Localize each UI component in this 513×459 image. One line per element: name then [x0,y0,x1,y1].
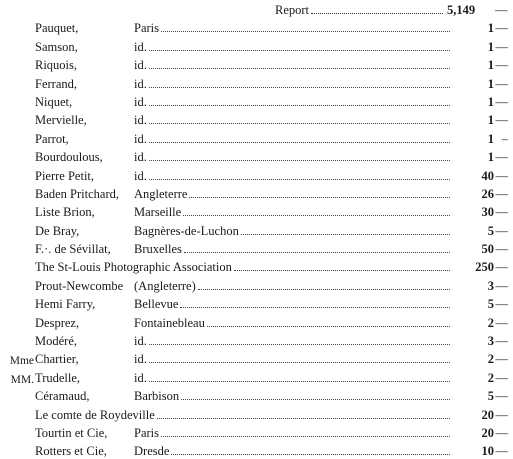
list-row [0,147,513,165]
leader-dots [149,86,450,88]
row-name: Pauquet, [35,21,79,36]
list-row [0,73,513,91]
row-amount: 2 [487,370,494,385]
row-dash: — [495,334,508,349]
list-row [0,423,513,441]
row-city: Barbison [134,389,180,404]
row-name: F.·. de Sévillat, [35,242,111,257]
row-name: Mervielle, [35,113,87,128]
row-city: id. [134,94,147,109]
row-amount: 1 [487,131,494,146]
row-amount: 1 [487,113,494,128]
row-amount: 1 [487,39,494,54]
row-city: Bellevue [134,297,179,312]
list-row [0,275,513,293]
list-row [0,349,513,367]
list-row [0,294,513,312]
leader-dots [189,196,450,198]
list-row [0,92,513,110]
row-amount: 5 [487,389,494,404]
row-city: id. [134,370,147,385]
list-row [0,441,513,459]
row-prefix: MM. [10,373,34,386]
row-amount: 26 [481,186,494,201]
row-dash: — [495,39,508,54]
row-prefix: Mme [9,355,34,368]
row-dash: — [495,407,508,422]
row-city: id. [134,76,147,91]
row-name: Ferrand, [35,76,77,91]
leader-dots [171,453,450,455]
row-city: Dresde [134,444,170,459]
row-dash: — [495,352,508,367]
row-name: Tourtin et Cie, [35,425,108,440]
row-dash: — [495,223,508,238]
row-amount: 10 [481,444,494,459]
list-row [0,36,513,54]
row-name: Le comte de Roydeville [35,407,155,422]
row-city: id. [134,150,147,165]
row-city: Paris [134,425,159,440]
leader-dots [241,233,450,235]
list-row [0,220,513,238]
row-name: Trudelle, [35,370,81,385]
row-city: id. [134,58,147,73]
leader-dots [311,12,443,14]
row-dash: – [501,131,508,146]
row-city: Fontainebleau [134,315,205,330]
leader-dots [157,417,450,419]
report-line [275,2,507,18]
row-amount: 2 [487,352,494,367]
row-name: Prout-Newcombe [35,278,124,293]
list-row [0,367,513,385]
row-dash: — [495,94,508,109]
list-row [0,386,513,404]
leader-dots [149,104,450,106]
list-row [0,165,513,183]
row-dash: — [495,168,508,183]
report-label: Report [275,3,310,17]
leader-dots [161,435,450,437]
list-row [0,239,513,257]
row-name: Chartier, [35,352,79,367]
row-name: De Bray, [35,223,80,238]
leader-dots [207,325,450,327]
row-name: Parrot, [35,131,69,146]
leader-dots [149,380,450,382]
row-name: Baden Pritchard, [35,186,120,201]
list-row [0,331,513,349]
row-city: id. [134,113,147,128]
row-city: id. [134,352,147,367]
row-name: The St-Louis Photographic Association [35,260,232,275]
row-amount: 1 [487,150,494,165]
row-name: Riquois, [35,58,78,73]
row-amount: 20 [481,407,494,422]
list-row [0,404,513,422]
row-name: Niquet, [35,94,73,109]
row-dash: — [495,150,508,165]
leader-dots [149,361,450,363]
row-dash: — [495,315,508,330]
leader-dots [149,141,450,143]
row-amount: 1 [487,94,494,109]
report-dash: — [495,3,508,17]
row-dash: — [495,186,508,201]
row-dash: — [495,389,508,404]
row-dash: — [495,444,508,459]
row-amount: 250 [475,260,494,275]
row-amount: 1 [487,76,494,91]
list-row [0,184,513,202]
row-city: Marseille [134,205,182,220]
row-amount: 5 [487,223,494,238]
row-dash: — [495,260,508,275]
row-dash: — [495,425,508,440]
row-dash: — [495,58,508,73]
leader-dots [149,49,450,51]
row-dash: — [495,113,508,128]
row-amount: 5 [487,297,494,312]
report-total: 5,149 [447,3,476,17]
row-name: Samson, [35,39,78,54]
list-row [0,202,513,220]
row-city: id. [134,131,147,146]
row-city: Bruxelles [134,242,182,257]
leader-dots [198,288,450,290]
row-dash: — [495,278,508,293]
leader-dots [183,214,450,216]
leader-dots [181,398,450,400]
row-city: id. [134,334,147,349]
row-amount: 1 [487,58,494,73]
row-amount: 20 [481,425,494,440]
row-amount: 40 [481,168,494,183]
row-dash: — [495,242,508,257]
leader-dots [149,178,450,180]
row-amount: 1 [487,21,494,36]
list-row [0,312,513,330]
row-name: Pierre Petit, [35,168,95,183]
row-name: Céramaud, [35,389,90,404]
leader-dots [234,269,450,271]
list-row [0,128,513,146]
row-name: Liste Brion, [35,205,95,220]
row-city: Angleterre [134,186,188,201]
row-city: (Angleterre) [134,278,196,293]
leader-dots [149,159,450,161]
row-city: id. [134,39,147,54]
row-dash: — [495,370,508,385]
row-name: Modéré, [35,334,77,349]
row-city: Paris [134,21,159,36]
subscription-list [0,18,513,459]
row-name: Desprez, [35,315,80,330]
row-amount: 50 [481,242,494,257]
leader-dots [180,306,450,308]
row-name: Rotters et Cie, [35,444,107,459]
leader-dots [149,122,450,124]
list-row [0,110,513,128]
row-amount: 2 [487,315,494,330]
list-row [0,257,513,275]
row-city: id. [134,168,147,183]
row-amount: 3 [487,334,494,349]
row-name: Bourdoulous, [35,150,103,165]
row-dash: — [495,76,508,91]
leader-dots [149,67,450,69]
leader-dots [184,251,450,253]
row-dash: — [495,205,508,220]
row-amount: 3 [487,278,494,293]
row-dash: — [495,297,508,312]
leader-dots [161,30,450,32]
list-row [0,18,513,36]
row-name: Hemi Farry, [35,297,96,312]
row-amount: 30 [481,205,494,220]
leader-dots [149,343,450,345]
list-row [0,55,513,73]
row-city: Bagnères-de-Luchon [134,223,239,238]
row-dash: — [495,21,508,36]
